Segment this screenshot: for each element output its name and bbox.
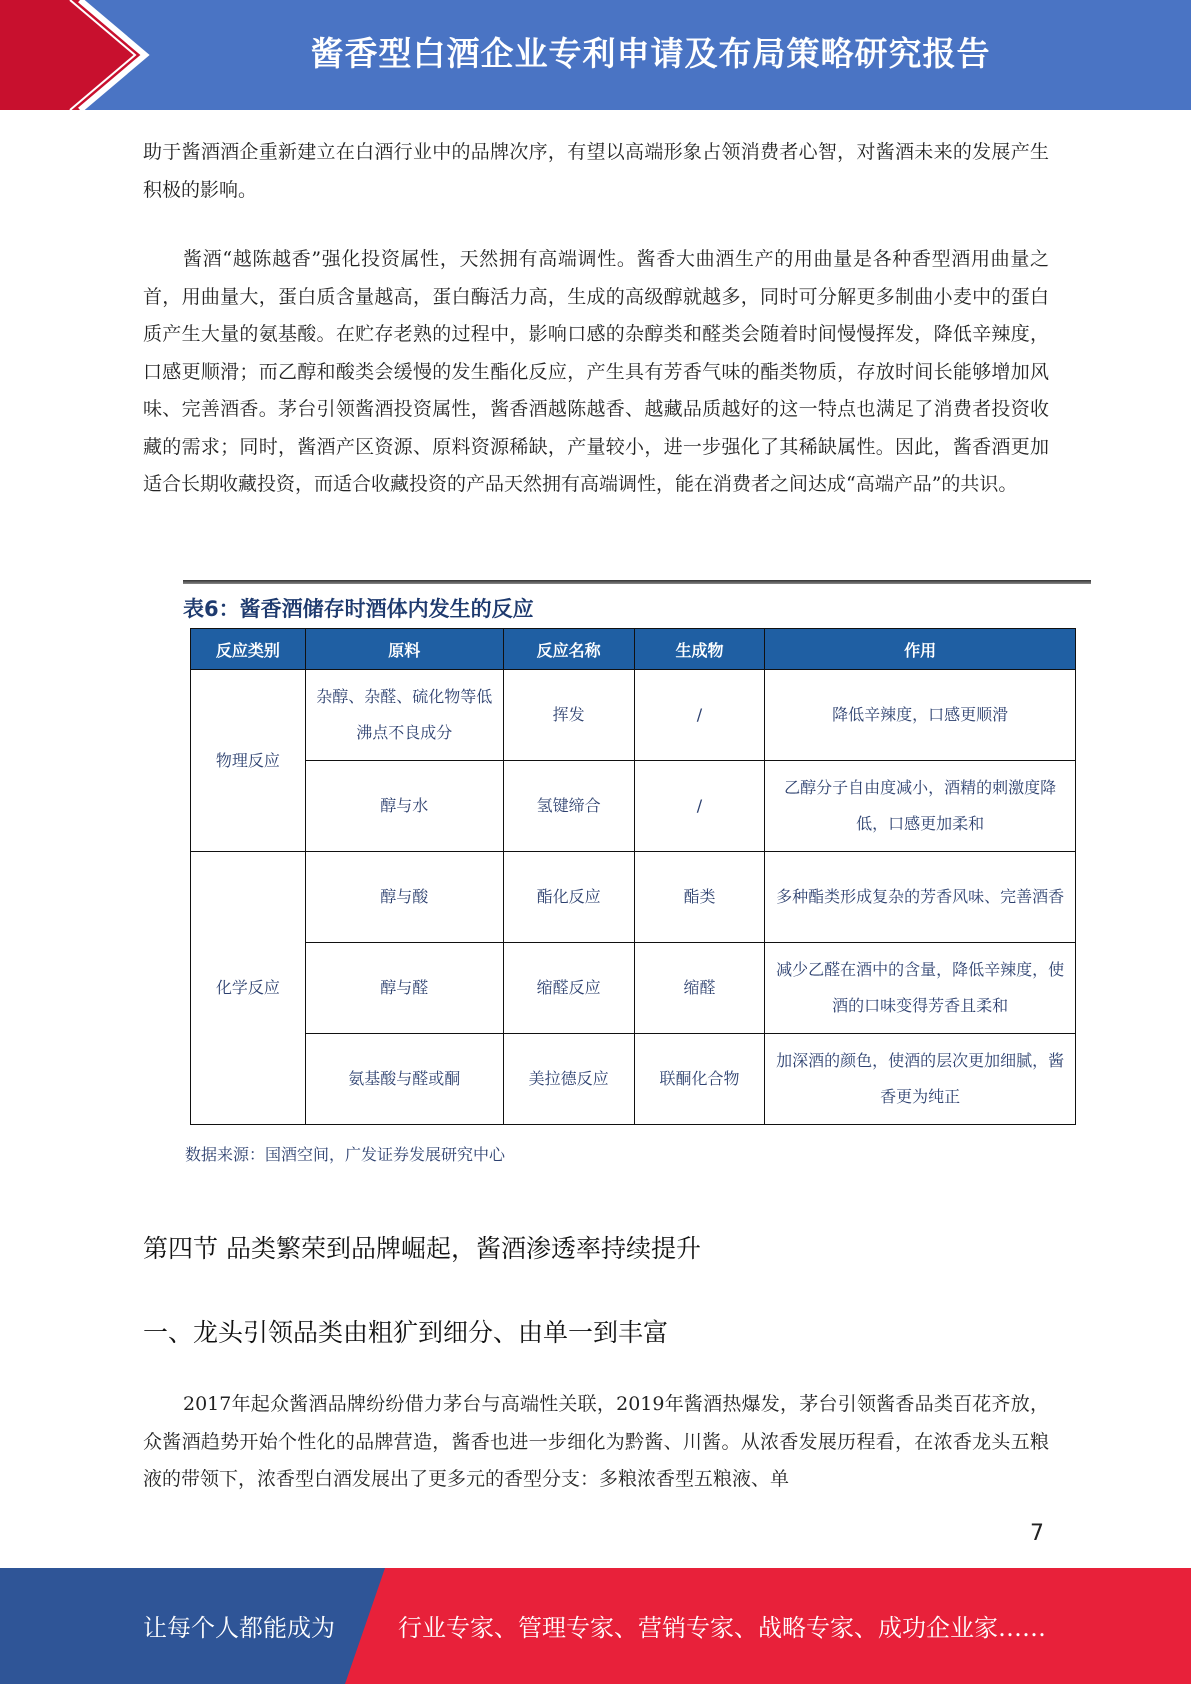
- effect-cell: 降低辛辣度，口感更顺滑: [765, 670, 1076, 761]
- product-cell: /: [634, 761, 765, 852]
- paragraph-3-block: [143, 1386, 1049, 1499]
- reaction-table: [190, 628, 1076, 1125]
- effect-cell: 多种酯类形成复杂的芳香风味、完善酒香: [765, 852, 1076, 943]
- footer-slogan-right: 行业专家、管理专家、营销专家、战略专家、成功企业家……: [398, 1614, 1046, 1642]
- product-cell: /: [634, 670, 765, 761]
- table-row: [191, 852, 1076, 943]
- table-top-rule: [183, 580, 1091, 584]
- reaction-cell: 氢键缔合: [503, 761, 634, 852]
- page-header: [0, 0, 1191, 110]
- material-cell: 醇与酸: [305, 852, 503, 943]
- table-caption: 表6：酱香酒储存时酒体内发生的反应: [183, 597, 534, 621]
- group-cell: 化学反应: [191, 852, 306, 1125]
- page-number: 7: [1030, 1521, 1044, 1546]
- table-source-note: 数据来源：国酒空间，广发证券发展研究中心: [185, 1145, 506, 1164]
- material-cell: 氨基酸与醛或酮: [305, 1034, 503, 1125]
- table-header-cell: 反应名称: [503, 629, 634, 670]
- subsection-title: 一、龙头引领品类由粗犷到细分、由单一到丰富: [143, 1318, 669, 1347]
- group-cell: 物理反应: [191, 670, 306, 852]
- material-cell: 醇与水: [305, 761, 503, 852]
- paragraph-2-block: [143, 241, 1049, 504]
- reaction-cell: 美拉德反应: [503, 1034, 634, 1125]
- table-header-cell: 作用: [765, 629, 1076, 670]
- paragraph-3: 2017年起众酱酒品牌纷纷借力茅台与高端性关联，2019年酱酒热爆发，茅台引领酱香品类百花齐放，众酱酒趋势开始个性化的品牌营造，酱香也进一步细化为黔酱、川酱。从浓香发展历程看，在浓香龙头五粮液的带领下，浓香型白酒发展出了更多元的香型分支：多粮浓香型五粮液、单: [143, 1393, 1049, 1490]
- table-row: [191, 1034, 1076, 1125]
- table-row: [191, 670, 1076, 761]
- table-header-cell: 原料: [305, 629, 503, 670]
- effect-cell: 加深酒的颜色，使酒的层次更加细腻，酱香更为纯正: [765, 1034, 1076, 1125]
- table-row: [191, 761, 1076, 852]
- reaction-cell: 酯化反应: [503, 852, 634, 943]
- table-row: [191, 943, 1076, 1034]
- effect-cell: 减少乙醛在酒中的含量，降低辛辣度，使酒的口味变得芳香且柔和: [765, 943, 1076, 1034]
- table-header-cell: 生成物: [634, 629, 765, 670]
- footer-slogan-left: 让每个人都能成为: [143, 1614, 335, 1642]
- material-cell: 杂醇、杂醛、硫化物等低沸点不良成分: [305, 670, 503, 761]
- product-cell: 缩醛: [634, 943, 765, 1034]
- paragraph-1-block: [143, 134, 1049, 209]
- paragraph-2: 酱酒“越陈越香”强化投资属性，天然拥有高端调性。酱香大曲酒生产的用曲量是各种香型酒用曲量之首，用曲量大，蛋白质含量越高，蛋白酶活力高，生成的高级醇就越多，同时可分解更多制曲小麦中的蛋白质产生大量的氨基酸。在贮存老熟的过程中，影响口感的杂醇类和醛类会随着时间慢慢挥发，降低辛辣度，口感更顺滑；而乙醇和酸类会缓慢的发生酯化反应，产生具有芳香气味的酯类物质，存放时间长能够增加风味、完善酒香。茅台引领酱酒投资属性，酱香酒越陈越香、越藏品质越好的这一特点也满足了消费者投资收藏的需求；同时，酱酒产区资源、原料资源稀缺，产量较小，进一步强化了其稀缺属性。因此，酱香酒更加适合长期收藏投资，而适合收藏投资的产品天然拥有高端调性，能在消费者之间达成“高端产品”的共识。: [143, 248, 1049, 495]
- document-title: 酱香型白酒企业专利申请及布局策略研究报告: [310, 34, 991, 73]
- table-header-cell: 反应类别: [191, 629, 306, 670]
- product-cell: 酯类: [634, 852, 765, 943]
- product-cell: 联酮化合物: [634, 1034, 765, 1125]
- paragraph-1: 助于酱酒酒企重新建立在白酒行业中的品牌次序，有望以高端形象占领消费者心智，对酱酒未来的发展产生积极的影响。: [143, 141, 1049, 201]
- page-footer: [0, 1568, 1191, 1684]
- reaction-cell: 挥发: [503, 670, 634, 761]
- reaction-cell: 缩醛反应: [503, 943, 634, 1034]
- material-cell: 醇与醛: [305, 943, 503, 1034]
- section-title: 第四节 品类繁荣到品牌崛起，酱酒渗透率持续提升: [143, 1234, 701, 1263]
- effect-cell: 乙醇分子自由度减小，酒精的刺激度降低，口感更加柔和: [765, 761, 1076, 852]
- table-header-row: [191, 629, 1076, 670]
